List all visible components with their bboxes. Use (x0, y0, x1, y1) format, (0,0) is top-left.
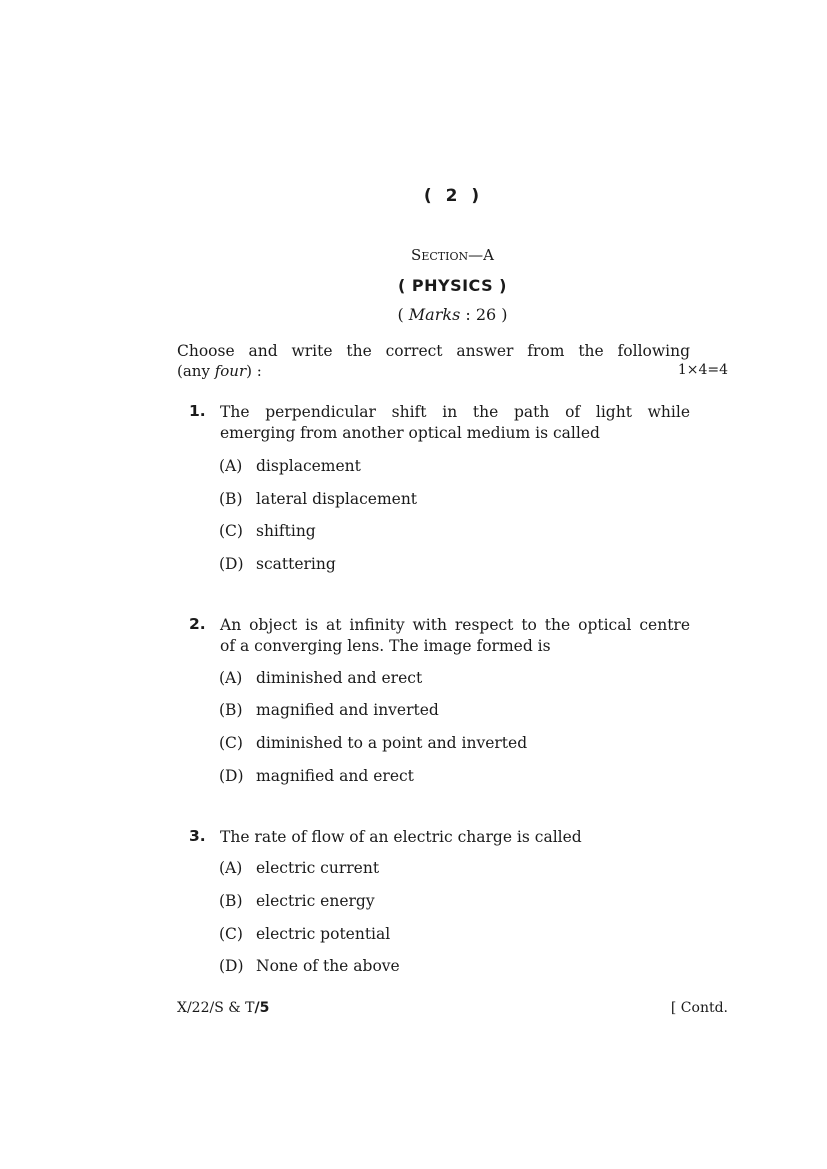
instruction-line1: Choose and write the correct answer from the following (177, 342, 690, 360)
option-item (219, 701, 439, 719)
option-label: (D) (219, 957, 244, 975)
marks-open: ( (397, 305, 409, 324)
page-number: ( 2 ) (423, 186, 482, 206)
marks-value: : 26 ) (460, 305, 508, 324)
option-text: displacement (256, 457, 361, 475)
question-text-line: of a converging lens. The image formed is (220, 637, 551, 655)
question-text-line: An object is at infinity with respect to the optical centre (220, 616, 690, 634)
option-item (219, 892, 375, 910)
paper-code (177, 1000, 269, 1016)
option-text: electric current (256, 859, 380, 877)
option-item (219, 925, 390, 943)
section-heading (0, 246, 827, 264)
option-text: scattering (256, 555, 336, 573)
instruction-close: ) : (246, 362, 262, 380)
instruction-open: (any (177, 362, 215, 380)
question-text-line: The perpendicular shift in the path of light while (220, 403, 690, 421)
section-letter: A (483, 246, 494, 264)
question-text-line: The rate of flow of an electric charge is called (220, 828, 582, 846)
paper-code-suffix: /5 (254, 1000, 270, 1016)
option-item (219, 457, 361, 475)
question-text (220, 827, 690, 848)
question-number: 1. (189, 402, 206, 420)
option-label: (C) (219, 734, 243, 752)
option-label: (D) (219, 555, 244, 573)
instruction-any-count: four (214, 362, 247, 380)
option-item (219, 859, 379, 877)
option-item (219, 767, 414, 785)
question-text (220, 402, 690, 444)
paper-code-prefix: X/22/S & T (177, 1000, 255, 1016)
option-item (219, 522, 316, 540)
option-label: (C) (219, 925, 243, 943)
option-item (219, 555, 336, 573)
option-text: electric potential (256, 925, 391, 943)
section-prefix: Section (411, 246, 469, 264)
option-text: magnified and inverted (256, 701, 439, 719)
option-text: shifting (256, 522, 316, 540)
instruction-line2 (177, 362, 262, 380)
continued-marker: [ Contd. (670, 1000, 728, 1016)
option-item (219, 669, 422, 687)
section-dash: — (468, 246, 484, 264)
option-item (219, 734, 527, 752)
question-number: 2. (189, 615, 206, 633)
option-text: diminished and erect (256, 669, 423, 687)
option-label: (D) (219, 767, 244, 785)
option-item (219, 490, 417, 508)
option-label: (A) (219, 669, 243, 687)
option-label: (B) (219, 892, 243, 910)
question-number: 3. (189, 827, 206, 845)
option-text: electric energy (256, 892, 375, 910)
option-label: (B) (219, 701, 243, 719)
total-marks (0, 305, 827, 324)
marks-label: Marks (408, 305, 461, 324)
option-label: (A) (219, 859, 243, 877)
option-label: (C) (219, 522, 243, 540)
marks-scheme: 1×4=4 (677, 362, 728, 378)
option-text: lateral displacement (256, 490, 418, 508)
option-text: magnified and erect (256, 767, 414, 785)
option-label: (A) (219, 457, 243, 475)
subject-title: ( PHYSICS ) (397, 276, 507, 295)
option-text: None of the above (256, 957, 400, 975)
question-text-line: emerging from another optical medium is called (220, 424, 600, 442)
option-item (219, 957, 400, 975)
question-text (220, 615, 690, 657)
option-text: diminished to a point and inverted (256, 734, 528, 752)
option-label: (B) (219, 490, 243, 508)
